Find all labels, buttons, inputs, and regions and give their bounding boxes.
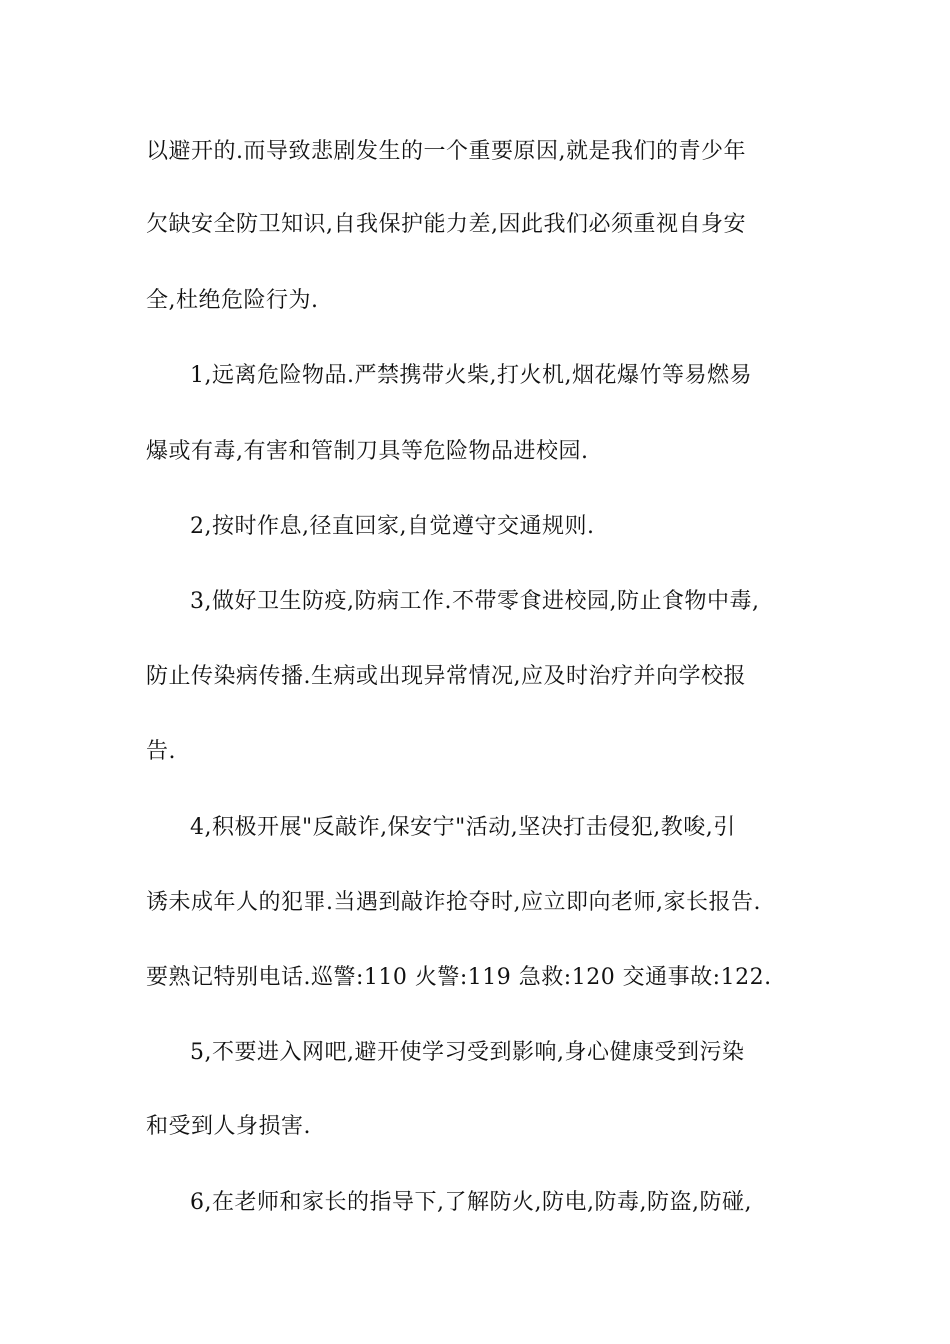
- list-item-6-line: 6,在老师和家长的指导下,了解防火,防电,防毒,防盗,防碰,: [190, 1190, 752, 1215]
- list-item-3-line: 3,做好卫生防疫,防病工作.不带零食进校园,防止食物中毒,: [190, 589, 760, 614]
- text-line: 以避开的.而导致悲剧发生的一个重要原因,就是我们的青少年: [146, 139, 746, 164]
- list-item-4-line: 4,积极开展"反敲诈,保安宁"活动,坚决打击侵犯,教唆,引: [190, 815, 736, 840]
- list-item-2-line: 2,按时作息,径直回家,自觉遵守交通规则.: [190, 514, 595, 539]
- text-line: 欠缺安全防卫知识,自我保护能力差,因此我们必须重视自身安: [146, 212, 746, 237]
- text-line: 告.: [146, 739, 176, 764]
- text-line: 爆或有毒,有害和管制刀具等危险物品进校园.: [146, 439, 589, 464]
- list-item-1-line: 1,远离危险物品.严禁携带火柴,打火机,烟花爆竹等易燃易: [190, 363, 752, 388]
- text-line: 要熟记特别电话.巡警:110 火警:119 急救:120 交通事故:122.: [146, 965, 772, 990]
- list-item-5-line: 5,不要进入网吧,避开使学习受到影响,身心健康受到污染: [190, 1040, 745, 1065]
- text-line: 和受到人身损害.: [146, 1114, 311, 1139]
- text-line: 诱未成年人的犯罪.当遇到敲诈抢夺时,应立即向老师,家长报告.: [146, 890, 761, 915]
- text-line: 全,杜绝危险行为.: [146, 288, 319, 313]
- text-line: 防止传染病传播.生病或出现异常情况,应及时治疗并向学校报: [146, 664, 746, 689]
